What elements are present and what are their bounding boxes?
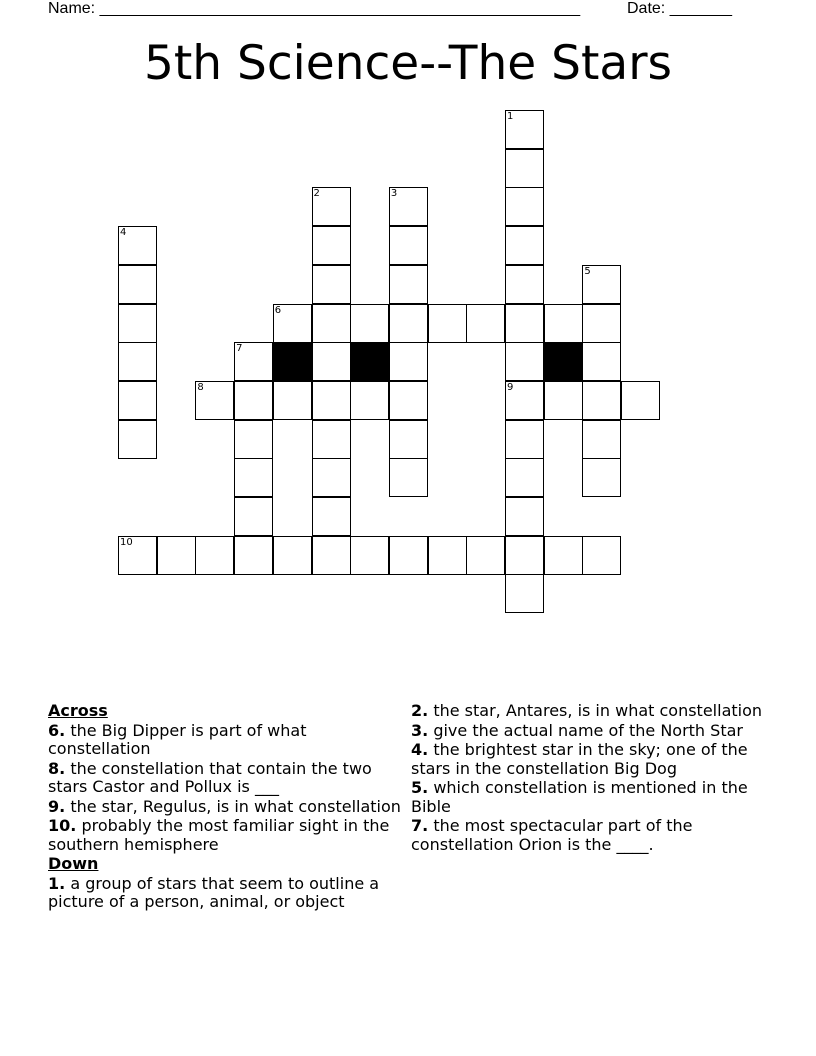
crossword-cell[interactable]: [312, 226, 351, 265]
crossword-cell[interactable]: [350, 304, 389, 343]
crossword-cell[interactable]: [234, 497, 273, 536]
crossword-cell[interactable]: [118, 536, 157, 575]
crossword-cell[interactable]: [466, 304, 505, 343]
crossword-cell[interactable]: [505, 110, 544, 149]
crossword-cell[interactable]: [389, 536, 428, 575]
clue-number: 2: [313, 188, 320, 200]
crossword-cell[interactable]: [118, 381, 157, 420]
crossword-cell[interactable]: [234, 381, 273, 420]
crossword-cell[interactable]: [312, 187, 351, 226]
black-square: [350, 342, 389, 381]
crossword-cell[interactable]: [350, 536, 389, 575]
crossword-cell[interactable]: [312, 420, 351, 459]
clue-number: 6: [274, 304, 282, 316]
crossword-cell[interactable]: [389, 342, 428, 381]
crossword-cell[interactable]: [582, 458, 621, 497]
crossword-cell[interactable]: [234, 420, 273, 459]
clue-number: 9: [507, 381, 514, 393]
down-heading: Down: [48, 854, 99, 873]
crossword-cell[interactable]: [389, 226, 428, 265]
clue-across-9: 9. the star, Regulus, is in what constellation: [48, 796, 401, 816]
crossword-cell[interactable]: [505, 187, 544, 226]
crossword-cell[interactable]: [428, 304, 467, 343]
clue-number: 8: [197, 381, 204, 393]
crossword-cell[interactable]: [544, 381, 583, 420]
clue-across-10: 10. probably the most familiar sight in the southern hemisphere: [48, 816, 390, 854]
crossword-cell[interactable]: [505, 149, 544, 188]
clue-down-7: 7. the most spectacular part of the constellation Orion is the ____.: [411, 816, 693, 854]
crossword-cell[interactable]: [118, 342, 157, 381]
clue-down-1: 1. a group of stars that seem to outline a picture of a person, animal, or object: [48, 873, 380, 911]
crossword-cell[interactable]: [505, 536, 544, 575]
crossword-cell[interactable]: [389, 187, 428, 226]
crossword-cell[interactable]: [350, 381, 389, 420]
crossword-cell[interactable]: [157, 536, 196, 575]
crossword-cell[interactable]: [505, 574, 544, 613]
clue-across-8: 8. the constellation that contain the two stars Castor and Pollux is ___: [48, 758, 372, 796]
clue-number: 5: [584, 265, 591, 277]
clue-number: 4: [120, 227, 127, 239]
crossword-cell[interactable]: [312, 458, 351, 497]
crossword-cell[interactable]: [544, 304, 583, 343]
clue-number: 7: [236, 343, 243, 355]
crossword-cell[interactable]: [118, 265, 157, 304]
clue-across-6: 6. the Big Dipper is part of what constellation: [48, 720, 307, 758]
crossword-cell[interactable]: [582, 381, 621, 420]
crossword-cell[interactable]: [195, 536, 234, 575]
crossword-cell[interactable]: [234, 458, 273, 497]
crossword-cell[interactable]: [312, 381, 351, 420]
clue-down-5: 5. which constellation is mentioned in the Bible: [411, 778, 748, 816]
crossword-cell[interactable]: [466, 536, 505, 575]
crossword-cell[interactable]: [582, 420, 621, 459]
crossword-cell[interactable]: [234, 342, 273, 381]
crossword-cell[interactable]: [582, 304, 621, 343]
crossword-cell[interactable]: [505, 265, 544, 304]
crossword-cell[interactable]: [312, 342, 351, 381]
crossword-cell[interactable]: [312, 265, 351, 304]
page-title: 5th Science--The Stars: [143, 36, 673, 91]
crossword-cell[interactable]: [312, 536, 351, 575]
across-heading: Across: [48, 701, 108, 720]
crossword-cell[interactable]: [195, 381, 234, 420]
crossword-cell[interactable]: [273, 304, 312, 343]
crossword-cell[interactable]: [505, 226, 544, 265]
crossword-cell[interactable]: [505, 342, 544, 381]
crossword-cell[interactable]: [118, 304, 157, 343]
crossword-cell[interactable]: [621, 381, 660, 420]
crossword-cell[interactable]: [389, 381, 428, 420]
clue-down-4: 4. the brightest star in the sky; one of the stars in the constellation Big Dog: [411, 740, 748, 778]
crossword-cell[interactable]: [505, 420, 544, 459]
crossword-cell[interactable]: [312, 497, 351, 536]
clue-down-2: 2. the star, Antares, is in what constellation: [411, 701, 763, 720]
clue-number: 3: [390, 188, 398, 200]
clue-number: 10: [120, 536, 133, 548]
crossword-cell[interactable]: [389, 304, 428, 343]
crossword-cell[interactable]: [582, 536, 621, 575]
clues-right-column: [411, 702, 771, 855]
crossword-cell[interactable]: [312, 304, 351, 343]
crossword-cell[interactable]: [582, 342, 621, 381]
clue-number: 1: [507, 111, 514, 122]
crossword-cell[interactable]: [118, 226, 157, 265]
crossword-cell[interactable]: [428, 536, 467, 575]
name-field: Name: ______________________________________________________: [48, 0, 581, 17]
crossword-cell[interactable]: [118, 420, 157, 459]
crossword-cell[interactable]: [273, 536, 312, 575]
crossword-cell[interactable]: [389, 458, 428, 497]
black-square: [544, 342, 583, 381]
clue-down-3: 3. give the actual name of the North Star: [411, 720, 743, 740]
date-field: Date: _______: [627, 0, 732, 17]
crossword-cell[interactable]: [505, 497, 544, 536]
black-square: [273, 342, 312, 381]
crossword-cell[interactable]: [544, 536, 583, 575]
crossword-cell[interactable]: [582, 265, 621, 304]
crossword-cell[interactable]: [505, 304, 544, 343]
crossword-cell[interactable]: [273, 381, 312, 420]
crossword-cell[interactable]: [234, 536, 273, 575]
clues-left-column: [48, 702, 408, 913]
crossword-cell[interactable]: [389, 265, 428, 304]
crossword-cell[interactable]: [389, 420, 428, 459]
crossword-cell[interactable]: [505, 381, 544, 420]
crossword-cell[interactable]: [505, 458, 544, 497]
